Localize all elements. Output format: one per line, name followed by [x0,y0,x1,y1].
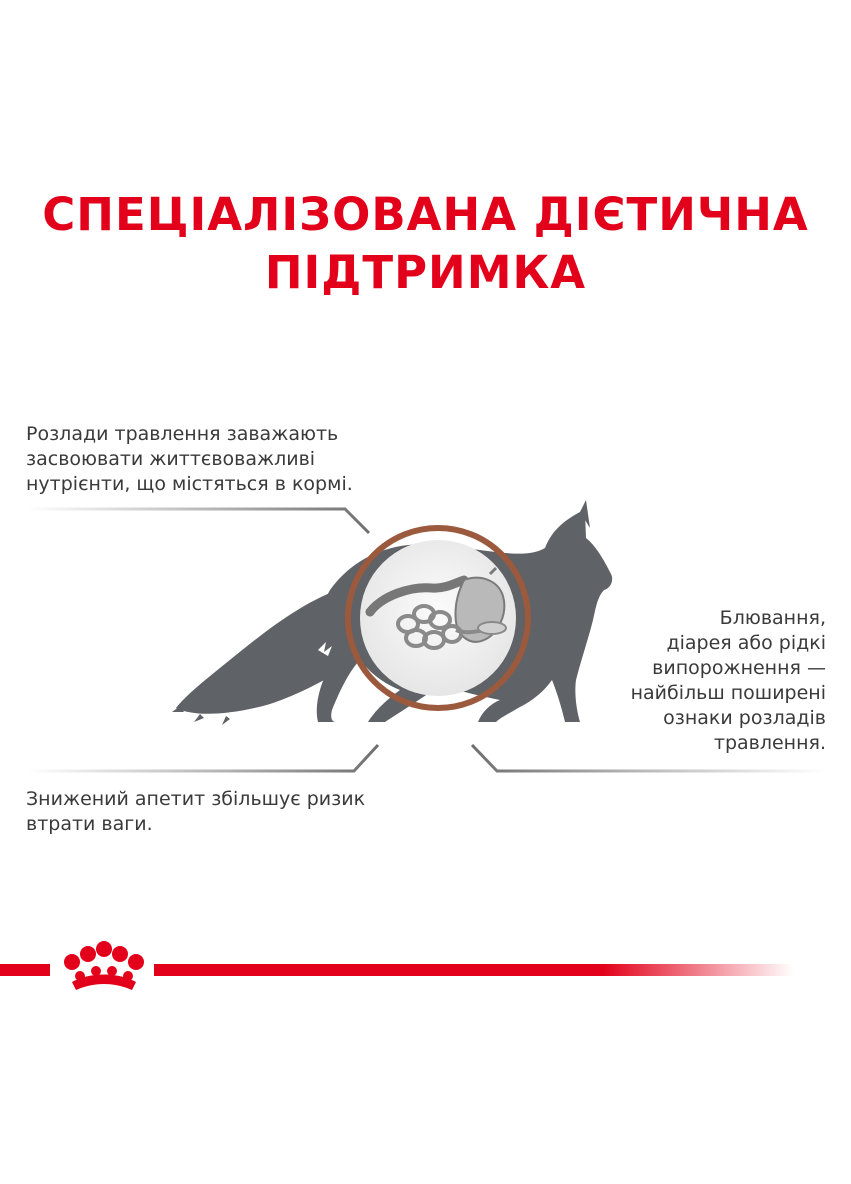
appetite-note-line: втрати ваги. [26,813,153,835]
brand-bar-right [154,964,794,976]
digestion-note-line: засвоювати життєвоважливі [26,448,316,470]
leader-line-appetite [26,745,378,771]
symptoms-note-line: ознаки розладів [663,707,826,729]
title-line-1: СПЕЦІАЛІЗОВАНА ДІЄТИЧНА [42,188,809,241]
leader-line-digestion [26,509,369,533]
brand-bar-left [0,964,50,976]
title-line-2: ПІДТРИМКА [264,246,587,299]
symptoms-note-line: травлення. [713,732,826,754]
digestion-note-line: нутрієнти, що містяться в кормі. [26,473,353,495]
symptoms-note-line: найбільш поширені [630,682,826,704]
symptoms-note-line: діарея або рідкі [666,632,826,654]
brand-bar [0,941,794,990]
leader-line-symptoms [472,745,826,771]
symptoms-note-line: Блювання, [719,607,826,629]
appetite-note-line: Знижений апетит збільшує ризик [26,788,366,810]
royal-canin-crown-logo [64,941,144,990]
digestion-note-line: Розлади травлення заважають [26,423,339,445]
cat-digestive-system-icon [172,500,612,725]
symptoms-note-line: випорожнення — [652,657,826,679]
